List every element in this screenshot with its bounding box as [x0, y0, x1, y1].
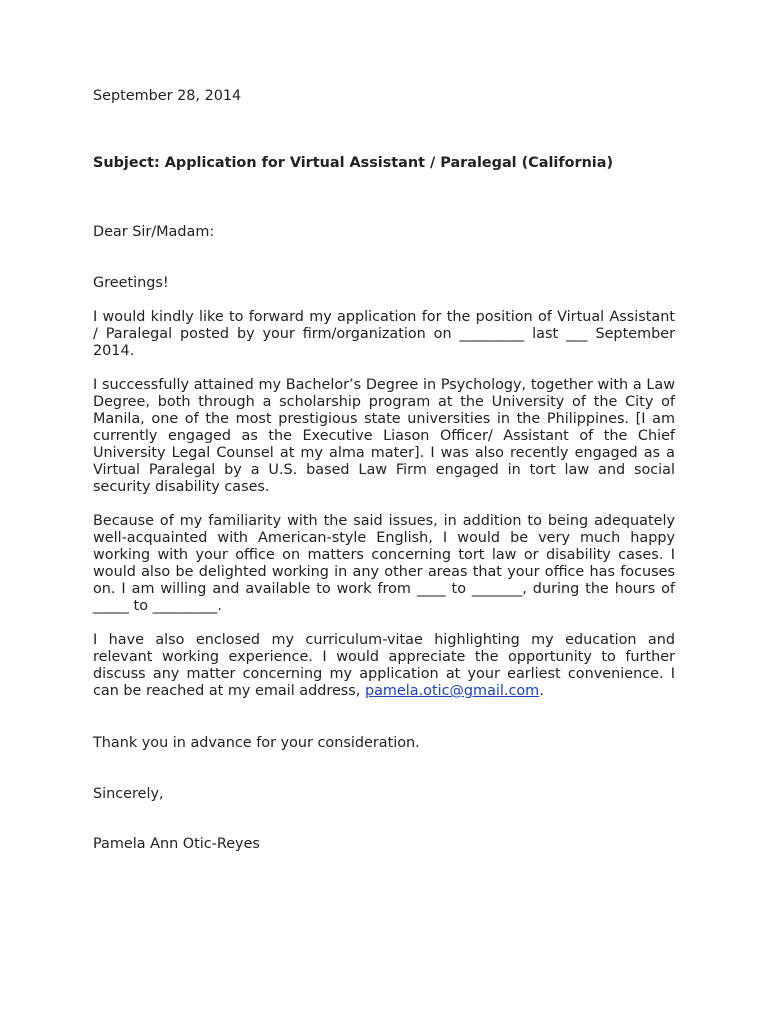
paragraph-application: I would kindly like to forward my application for the position of Virtual Assistant / Paralegal posted by your firm/organization on _________ last ___ September 2014. [93, 309, 675, 359]
letter-greeting: Greetings! [93, 275, 169, 291]
paragraph-education: I successfully attained my Bachelor’s Degree in Psychology, together with a Law Degree, both through a scholarship program at the University of the City of Manila, one of the most prestigious state universities in the Philippines. [I am currently engaged as the Executive Liason Officer/ Assistant of the Chief University Legal Counsel at my alma mater]. I was also recently engaged as a Virtual Paralegal by a U.S. based Law Firm engaged in tort law and social security disability cases. [93, 377, 675, 495]
email-link[interactable]: pamela.otic@gmail.com [364, 683, 540, 699]
paragraph-enclosure [93, 632, 675, 700]
enclosure-text: I have also enclosed my curriculum-vitae highlighting my education and relevant working experience. I would appreciate the opportunity to further discuss any matter concerning my application at your earliest convenience. I can be reached at my email address, [93, 632, 675, 699]
letter-closing: Sincerely, [93, 786, 164, 802]
letter-date: September 28, 2014 [93, 88, 242, 104]
paragraph-thanks: Thank you in advance for your consideration. [93, 735, 420, 751]
letter-signature: Pamela Ann Otic-Reyes [93, 836, 260, 852]
letter-subject: Subject: Application for Virtual Assistant / Paralegal (California) [93, 155, 614, 171]
paragraph-familiarity: Because of my familiarity with the said issues, in addition to being adequately well-acquainted with American-style English, I would be very much happy working with your office on matters concerning tort law or disability cases. I would also be delighted working in any other areas that your office has focuses on. I am willing and available to work from ____ to _______, during the hours of _____ to _________. [93, 513, 675, 614]
enclosure-period: . [539, 683, 544, 699]
letter-salutation: Dear Sir/Madam: [93, 224, 215, 240]
